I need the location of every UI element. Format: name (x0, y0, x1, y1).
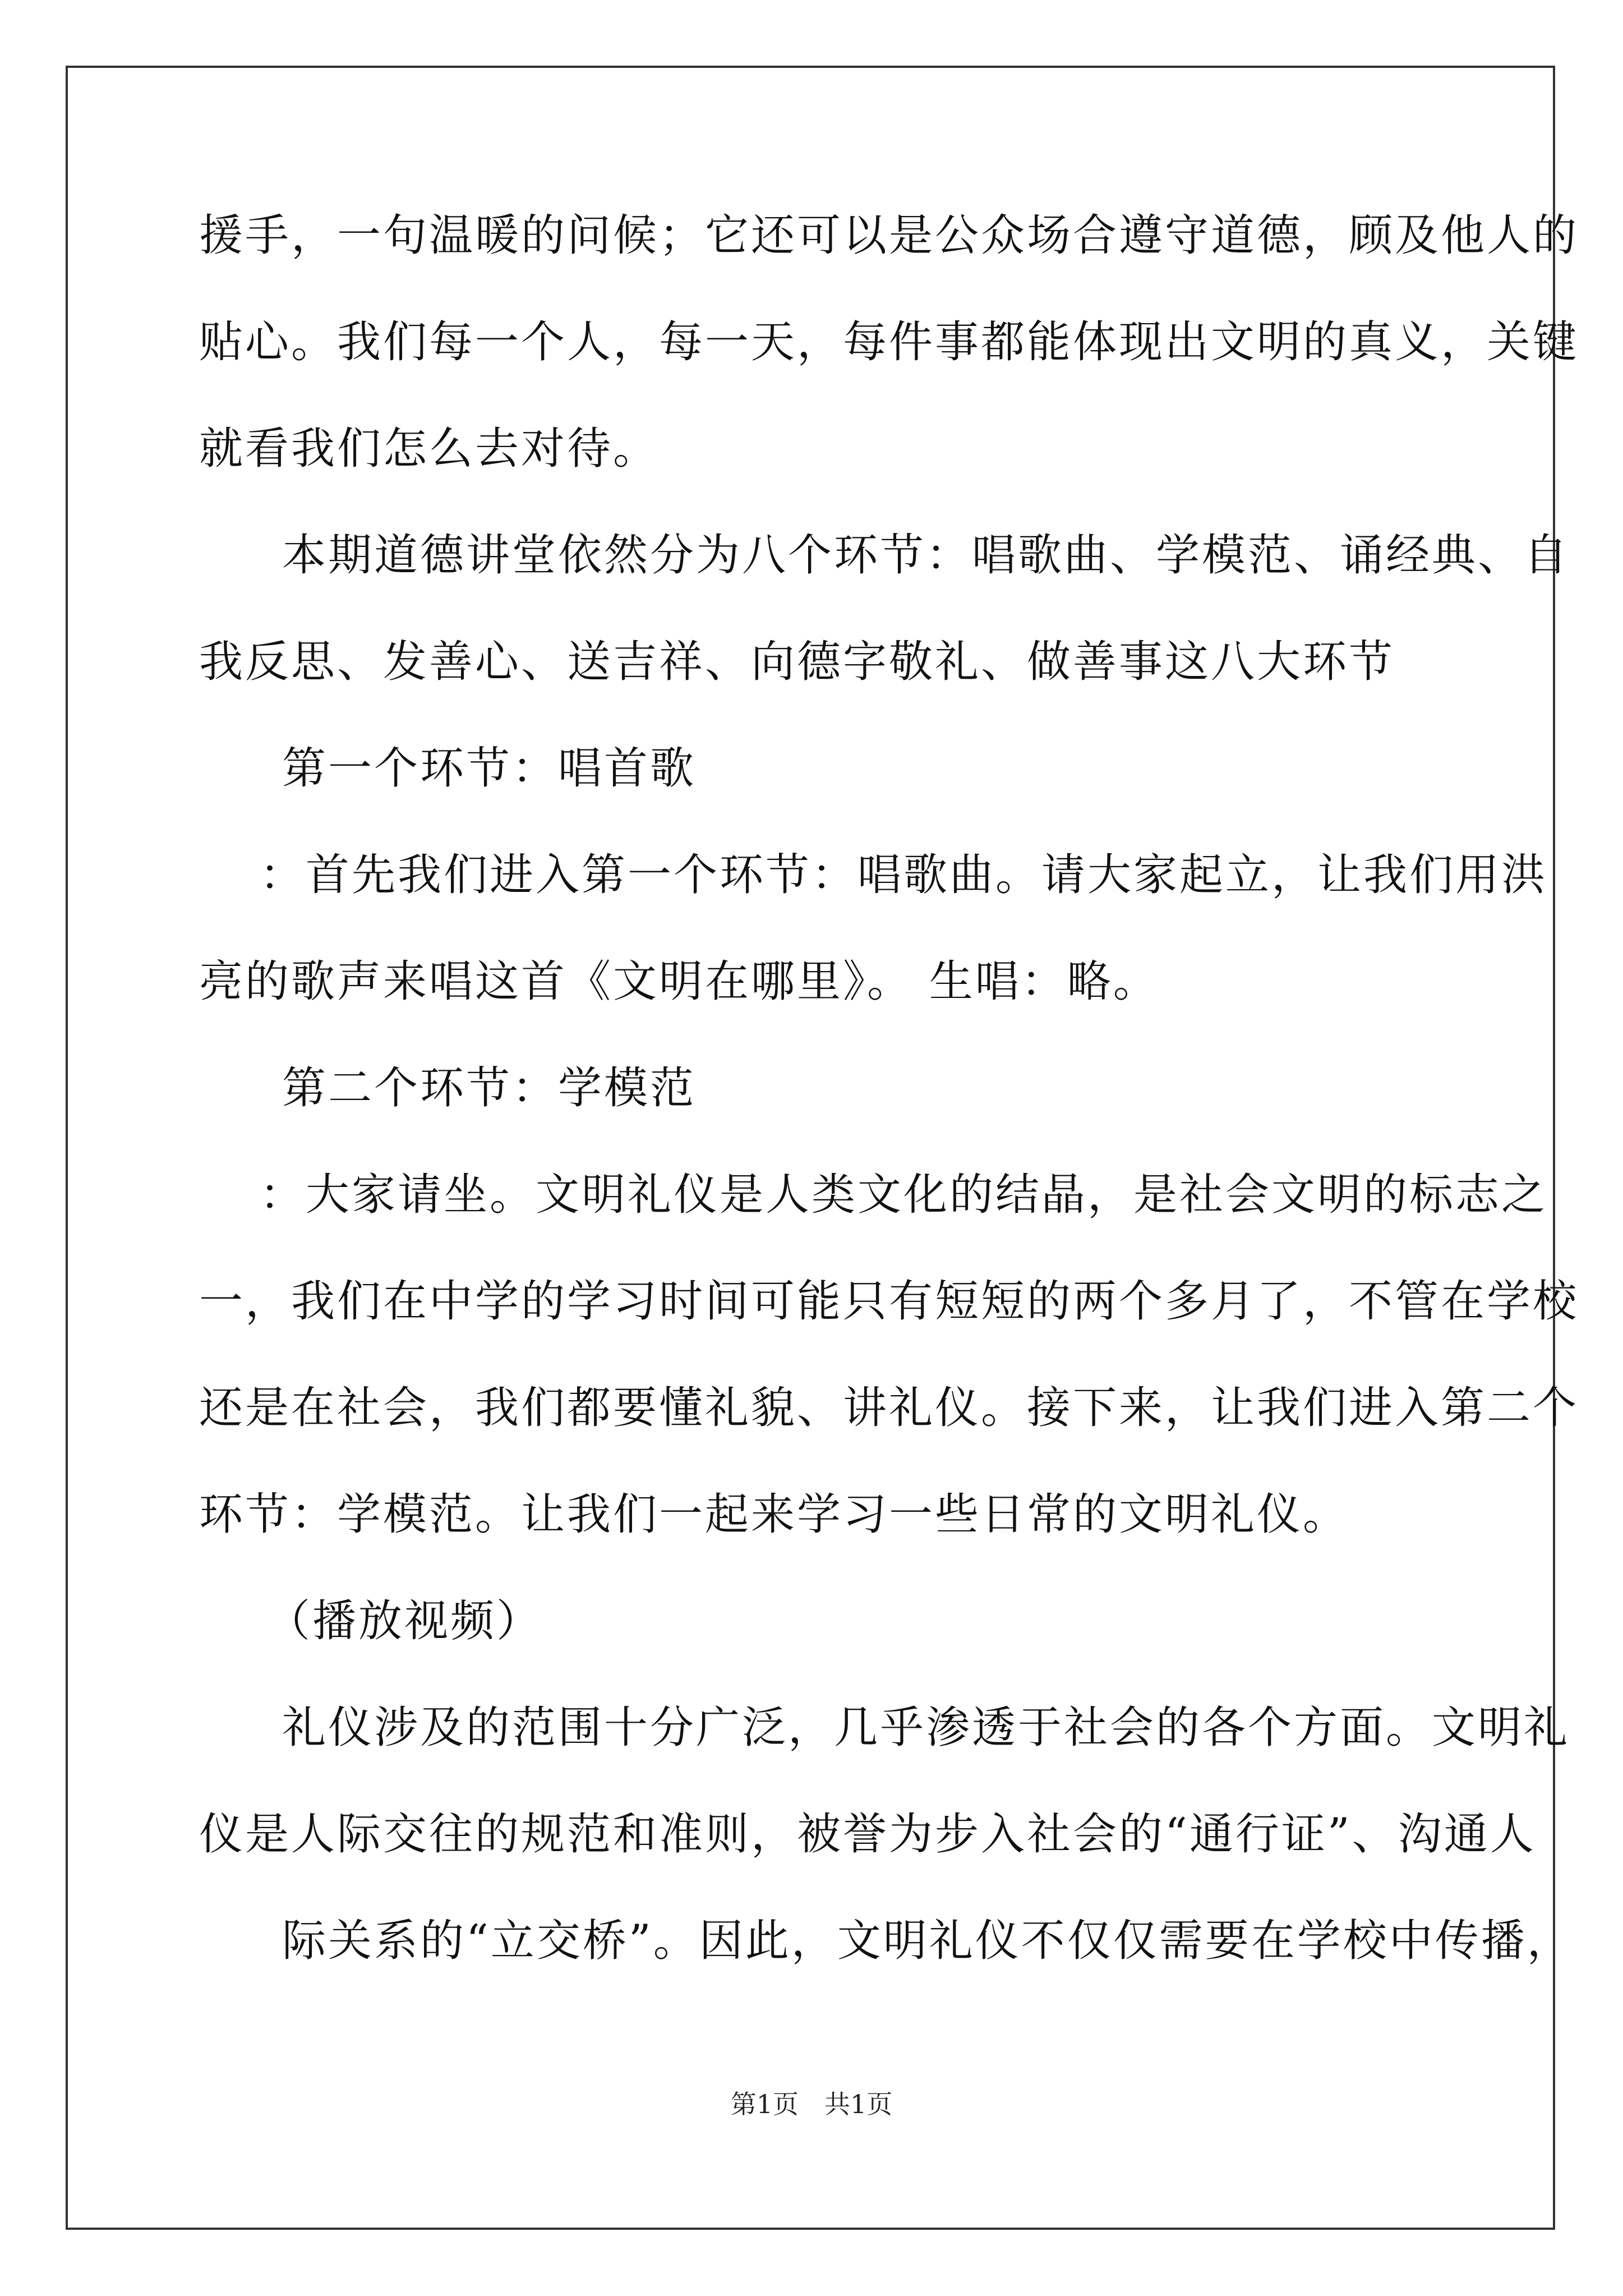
text-line-8: 亮的歌声来唱这首《文明在哪里》。 生唱：略。 (199, 956, 1159, 1007)
text-line-2: 贴心。我们每一个人，每一天，每件事都能体现出文明的真义，关键 (199, 317, 1579, 367)
text-line-7: ：首先我们进入第一个环节：唱歌曲。请大家起立，让我们用洪 (260, 850, 1548, 900)
text-line-16: 仪是人际交往的规范和准则，被誉为步入社会的“通行证”、沟通人 (199, 1809, 1536, 1860)
text-line-4: 本期道德讲堂依然分为八个环节：唱歌曲、学模范、诵经典、自 (282, 530, 1570, 581)
text-line-15: 礼仪涉及的范围十分广泛，几乎渗透于社会的各个方面。文明礼 (282, 1703, 1570, 1753)
text-line-1: 援手，一句温暖的问候；它还可以是公众场合遵守道德，顾及他人的 (199, 210, 1579, 261)
page-border (66, 66, 1555, 2230)
page-footer: 第1页 共1页 (730, 2089, 893, 2119)
text-line-5: 我反思、发善心、送吉祥、向德字敬礼、做善事这八大环节 (199, 637, 1395, 687)
text-line-17: 际关系的“立交桥”。因此，文明礼仪不仅仅需要在学校中传播， (282, 1916, 1573, 1966)
text-line-14: （播放视频） (266, 1596, 543, 1646)
text-line-12: 还是在社会，我们都要懂礼貌、讲礼仪。接下来，让我们进入第二个 (199, 1383, 1579, 1433)
text-line-13: 环节：学模范。让我们一起来学习一些日常的文明礼仪。 (199, 1489, 1349, 1540)
text-line-11: 一，我们在中学的学习时间可能只有短短的两个多月了，不管在学校 (199, 1276, 1579, 1327)
section-heading-2: 第二个环节：学模范 (282, 1063, 697, 1114)
text-line-10: ：大家请坐。文明礼仪是人类文化的结晶，是社会文明的标志之 (260, 1170, 1548, 1220)
section-heading-1: 第一个环节：唱首歌 (282, 743, 697, 794)
text-line-3: 就看我们怎么去对待。 (199, 424, 660, 474)
